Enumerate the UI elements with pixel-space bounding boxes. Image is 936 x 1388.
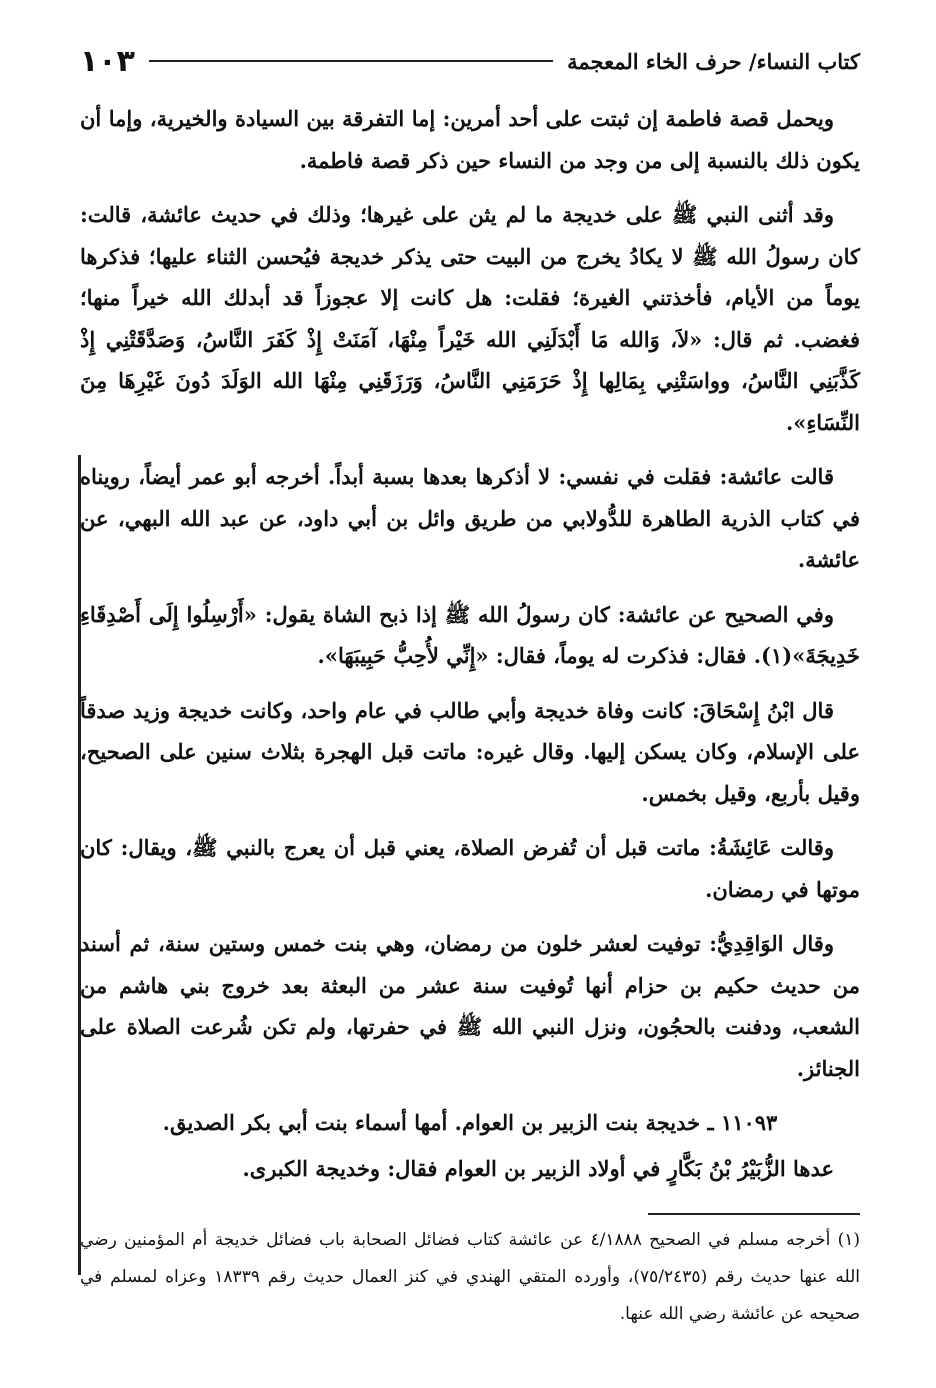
paragraph: قالت عائشة: فقلت في نفسي: لا أذكرها بعدها بسبة أبداً. أخرجه أبو عمر أيضاً، رويناه في كتاب الذرية الطاهرة للدُّولابي من طريق وائل بن أبي داود، عن عبد الله البهي، عن عائشة.: [80, 464, 860, 572]
paragraph: قال ابْنُ إِسْحَاقَ: كانت وفاة خديجة وأبي طالب في عام واحد، وكانت خديجة وزيد صدقاً على الإسلام، وكان يسكن إليها. وقال غيره: ماتت قبل الهجرة بثلاث سنين على الصحيح، وقيل بأربع، وقيل بخمس.: [80, 697, 860, 806]
paragraph: وفي الصحيح عن عائشة: كان رسولُ الله ﷺ إذا ذبح الشاة يقول: «أَرْسِلُوا إِلَى أَصْدِقَاءِ خَدِيجَةَ»(١). فقال: فذكرت له يوماً، فقال: «إِنِّي لأُحِبُّ حَبِيبَهَا».: [80, 601, 860, 668]
footnotes: [80, 1222, 860, 1333]
page-number: ١٠٣: [80, 43, 135, 79]
paragraph: ويحمل قصة فاطمة إن ثبتت على أحد أمرين: إما التفرقة بين السيادة والخيرية، وإما أن يكون ذلك بالنسبة إلى من وجد من النساء حين ذكر قصة فاطمة.: [80, 106, 860, 173]
paragraph: وقد أثنى النبي ﷺ على خديجة ما لم يثن على غيرها؛ وذلك في حديث عائشة، قالت: كان رسولُ الله ﷺ لا يكادُ يخرج من البيت حتى يذكر خديجة فيُحسن الثناء عليها؛ فذكرها يوماً من الأيام، فأخذتني الغيرة؛ فقلت: هل كانت إلا عجوزاً قد أبدلك الله خيراً منها؛ فغضب. ثم قال: «لاَ، وَالله مَا أَبْدَلَنِي الله خَيْراً مِنْهَا، آمَنَتْ إِذْ كَفَرَ النَّاسُ، وَصَدَّقَتْنِي إِذْ كَذَّبَنِي النَّاسُ، وواسَتْنِي بِمَالِها إِذْ حَرَمَنِي النَّاسُ، وَرَزَقَنِي مِنْهَا الله الوَلَدَ دُونَ غَيْرِهَا مِنَ النِّسَاءِ».: [80, 202, 860, 435]
footnote-divider: [648, 1213, 860, 1215]
paragraph: وقال الوَاقِدِيُّ: توفيت لعشر خلون من رمضان، وهي بنت خمس وستين سنة، ثم أسند من حديث حكيم بن حزام أنها تُوفيت سنة عشر من البعثة بعد خروج بني هاشم من الشعب، ودفنت بالحجُون، ونزل النبي الله ﷺ في حفرتها، ولم تكن شُرعت الصلاة على الجنائز.: [80, 931, 860, 1081]
entry-text: عدها الزُّبَيْرُ بْنُ بَكَّارٍ في أولاد الزبير بن العوام فقال: وخديجة الكبرى.: [242, 1155, 834, 1181]
entry-heading: ١١٠٩٣ ـ خديجة بنت الزبير بن العوام. أمها أسماء بنت أبي بكر الصديق.: [162, 1110, 778, 1135]
main-text: [80, 98, 860, 1202]
page-header: [80, 36, 860, 86]
running-title: كتاب النساء/ حرف الخاء المعجمة: [567, 48, 860, 74]
footnote: (١) أخرجه مسلم في الصحيح ٤/١٨٨٨ عن عائشة كتاب فضائل الصحابة باب فضائل خديجة أم المؤمنين رضي الله عنها حديث رقم (٧٥/٢٤٣٥)، وأورده المتقي الهندي في كنز العمال حديث رقم ١٨٣٣٩ وعزاه لمسلم في صحيحه عن عائشة رضي الله عنها.: [80, 1230, 860, 1324]
header-rule: [149, 60, 553, 62]
paragraph: وقالت عَائِشَةُ: ماتت قبل أن تُفرض الصلاة، يعني قبل أن يعرج بالنبي ﷺ، ويقال: كان موتها في رمضان.: [80, 835, 860, 902]
